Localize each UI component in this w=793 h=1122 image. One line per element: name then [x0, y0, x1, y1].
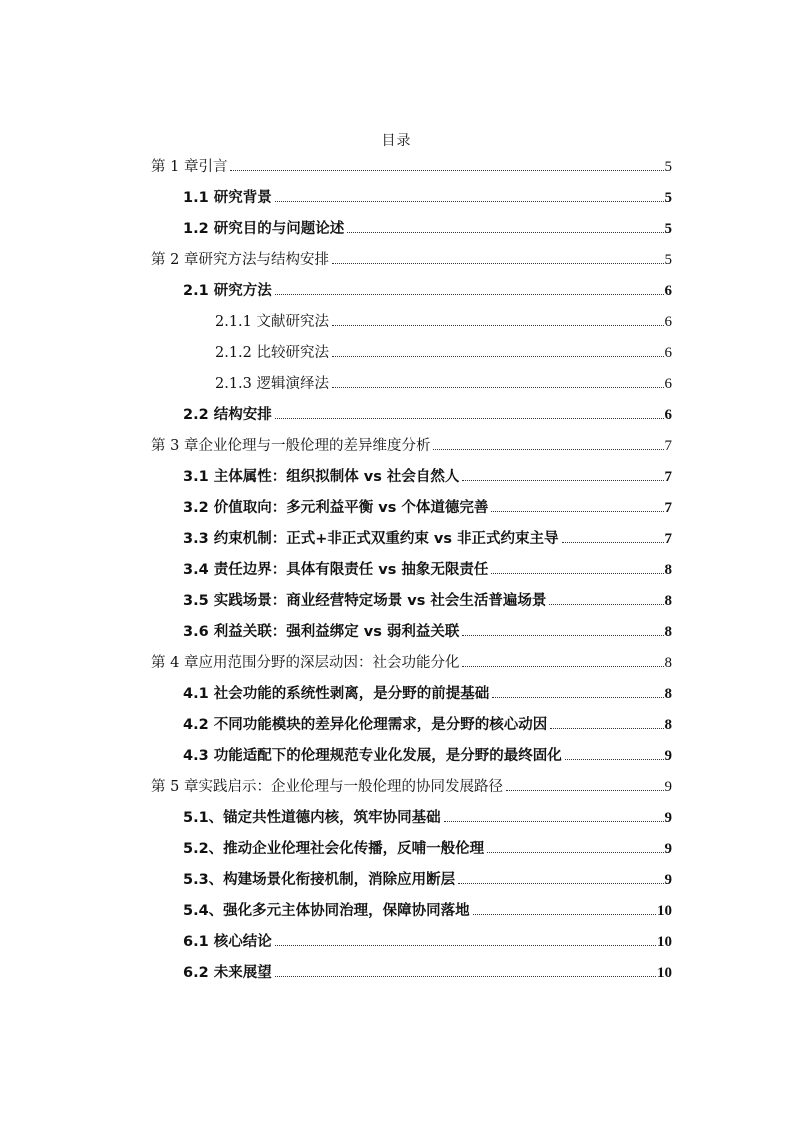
toc-entry-label: 5.1、锚定共性道德内核，筑牢协同基础: [183, 810, 441, 826]
toc-entry-label: 第 1 章引言: [151, 159, 228, 175]
dot-leader: [462, 665, 663, 667]
toc-entry-label: 第 4 章应用范围分野的深层动因：社会功能分化: [151, 655, 460, 671]
toc-entry-label: 1.2 研究目的与问题论述: [183, 221, 345, 237]
toc-entry-page: 5: [664, 252, 672, 268]
toc-entry-label: 第 2 章研究方法与结构安排: [151, 252, 329, 268]
toc-entry-label: 3.6 利益关联：强利益绑定 vs 弱利益关联: [183, 624, 460, 640]
dot-leader: [230, 169, 663, 171]
toc-entry-page: 9: [664, 810, 672, 826]
toc-entry-page: 8: [664, 717, 672, 733]
dot-leader: [332, 262, 664, 264]
toc-entry-label: 3.1 主体属性：组织拟制体 vs 社会自然人: [183, 469, 460, 485]
dot-leader: [550, 727, 663, 729]
dot-leader: [275, 944, 656, 946]
toc-entry-label: 3.5 实践场景：商业经营特定场景 vs 社会生活普遍场景: [183, 593, 547, 609]
toc-entry-page: 6: [664, 283, 672, 299]
toc-entry[interactable]: [183, 681, 672, 703]
dot-leader: [492, 696, 663, 698]
dot-leader: [462, 634, 663, 636]
toc-entry[interactable]: [183, 836, 672, 858]
toc-entry-label: 6.1 核心结论: [183, 934, 272, 950]
toc-entry-page: 9: [664, 748, 672, 764]
toc-entry-label: 2.1.1 文献研究法: [215, 314, 330, 330]
toc-entry-page: 10: [657, 903, 672, 919]
toc-entry-label: 4.2 不同功能模块的差异化伦理需求，是分野的核心动因: [183, 717, 548, 733]
dot-leader: [433, 448, 663, 450]
dot-leader: [444, 820, 664, 822]
toc-entry-page: 5: [664, 190, 672, 206]
toc-entry-label: 6.2 未来展望: [183, 965, 272, 981]
toc-entry[interactable]: [215, 309, 672, 331]
toc-entry-page: 8: [664, 593, 672, 609]
dot-leader: [491, 572, 663, 574]
toc-entry-page: 8: [664, 562, 672, 578]
dot-leader: [549, 603, 663, 605]
toc-entry[interactable]: [183, 402, 672, 424]
toc-entry-page: 8: [664, 624, 672, 640]
toc-entry-page: 6: [664, 314, 672, 330]
toc-entry-page: 7: [664, 531, 672, 547]
toc-entry[interactable]: [183, 960, 672, 982]
dot-leader: [565, 758, 664, 760]
toc-entry-page: 9: [664, 872, 672, 888]
toc-entry-label: 5.4、强化多元主体协同治理，保障协同落地: [183, 903, 470, 919]
toc-entry-page: 7: [664, 438, 672, 454]
toc-entry[interactable]: [151, 650, 672, 672]
toc-entry[interactable]: [183, 216, 672, 238]
toc-entry[interactable]: [151, 154, 672, 176]
toc-entry[interactable]: [151, 433, 672, 455]
toc-entry-page: 6: [664, 407, 672, 423]
toc-entry[interactable]: [183, 898, 672, 920]
dot-leader: [275, 975, 656, 977]
toc-entry-page: 9: [664, 841, 672, 857]
toc-entry[interactable]: [183, 867, 672, 889]
dot-leader: [458, 882, 663, 884]
dot-leader: [332, 324, 663, 326]
toc-entry-label: 3.2 价值取向：多元利益平衡 vs 个体道德完善: [183, 500, 489, 516]
dot-leader: [347, 231, 663, 233]
toc-entry-label: 1.1 研究背景: [183, 190, 272, 206]
toc-entry[interactable]: [183, 495, 672, 517]
toc-entry-page: 7: [664, 469, 672, 485]
toc-entry-page: 10: [657, 965, 672, 981]
toc-entry-label: 5.3、构建场景化衔接机制，消除应用断层: [183, 872, 456, 888]
toc-entry-label: 第 5 章实践启示：企业伦理与一般伦理的协同发展路径: [151, 779, 503, 795]
toc-title: 目录: [381, 133, 412, 149]
toc-entry[interactable]: [183, 929, 672, 951]
toc-entry-label: 2.2 结构安排: [183, 407, 272, 423]
dot-leader: [275, 200, 664, 202]
toc-entry[interactable]: [151, 774, 672, 796]
toc-entry-page: 8: [664, 686, 672, 702]
toc-entry[interactable]: [183, 743, 672, 765]
toc-entry[interactable]: [183, 588, 672, 610]
toc-entry-page: 5: [664, 221, 672, 237]
dot-leader: [562, 541, 664, 543]
toc-entry-page: 10: [657, 934, 672, 950]
toc-entry-label: 3.3 约束机制：正式+非正式双重约束 vs 非正式约束主导: [183, 531, 559, 547]
toc-entry[interactable]: [183, 526, 672, 548]
toc-entry-label: 2.1 研究方法: [183, 283, 272, 299]
dot-leader: [487, 851, 663, 853]
toc-entry[interactable]: [183, 278, 672, 300]
dot-leader: [332, 355, 663, 357]
dot-leader: [275, 293, 664, 295]
toc-entry-label: 3.4 责任边界：具体有限责任 vs 抽象无限责任: [183, 562, 489, 578]
toc-entry[interactable]: [183, 805, 672, 827]
toc-entry[interactable]: [151, 247, 672, 269]
toc-entry[interactable]: [183, 185, 672, 207]
toc-entry-label: 5.2、推动企业伦理社会化传播，反哺一般伦理: [183, 841, 485, 857]
toc-entry-label: 4.1 社会功能的系统性剥离，是分野的前提基础: [183, 686, 490, 702]
toc-entry[interactable]: [183, 557, 672, 579]
dot-leader: [462, 479, 663, 481]
dot-leader: [506, 789, 664, 791]
toc-entry-label: 4.3 功能适配下的伦理规范专业化发展，是分野的最终固化: [183, 748, 562, 764]
toc-entry[interactable]: [183, 619, 672, 641]
dot-leader: [275, 417, 664, 419]
toc-entry[interactable]: [215, 340, 672, 362]
toc-entry-page: 7: [664, 500, 672, 516]
toc-entry-page: 5: [664, 159, 672, 175]
toc-entry-page: 9: [664, 779, 672, 795]
toc-entry[interactable]: [183, 712, 672, 734]
toc-entry-label: 第 3 章企业伦理与一般伦理的差异维度分析: [151, 438, 431, 454]
toc-entry-page: 8: [664, 655, 672, 671]
dot-leader: [332, 386, 663, 388]
toc-entry-label: 2.1.3 逻辑演绎法: [215, 376, 330, 392]
dot-leader: [473, 913, 656, 915]
toc-entry[interactable]: [215, 371, 672, 393]
toc-entry[interactable]: [183, 464, 672, 486]
toc-entry-label: 2.1.2 比较研究法: [215, 345, 330, 361]
dot-leader: [491, 510, 663, 512]
toc-entry-page: 6: [664, 376, 672, 392]
toc-entry-page: 6: [664, 345, 672, 361]
